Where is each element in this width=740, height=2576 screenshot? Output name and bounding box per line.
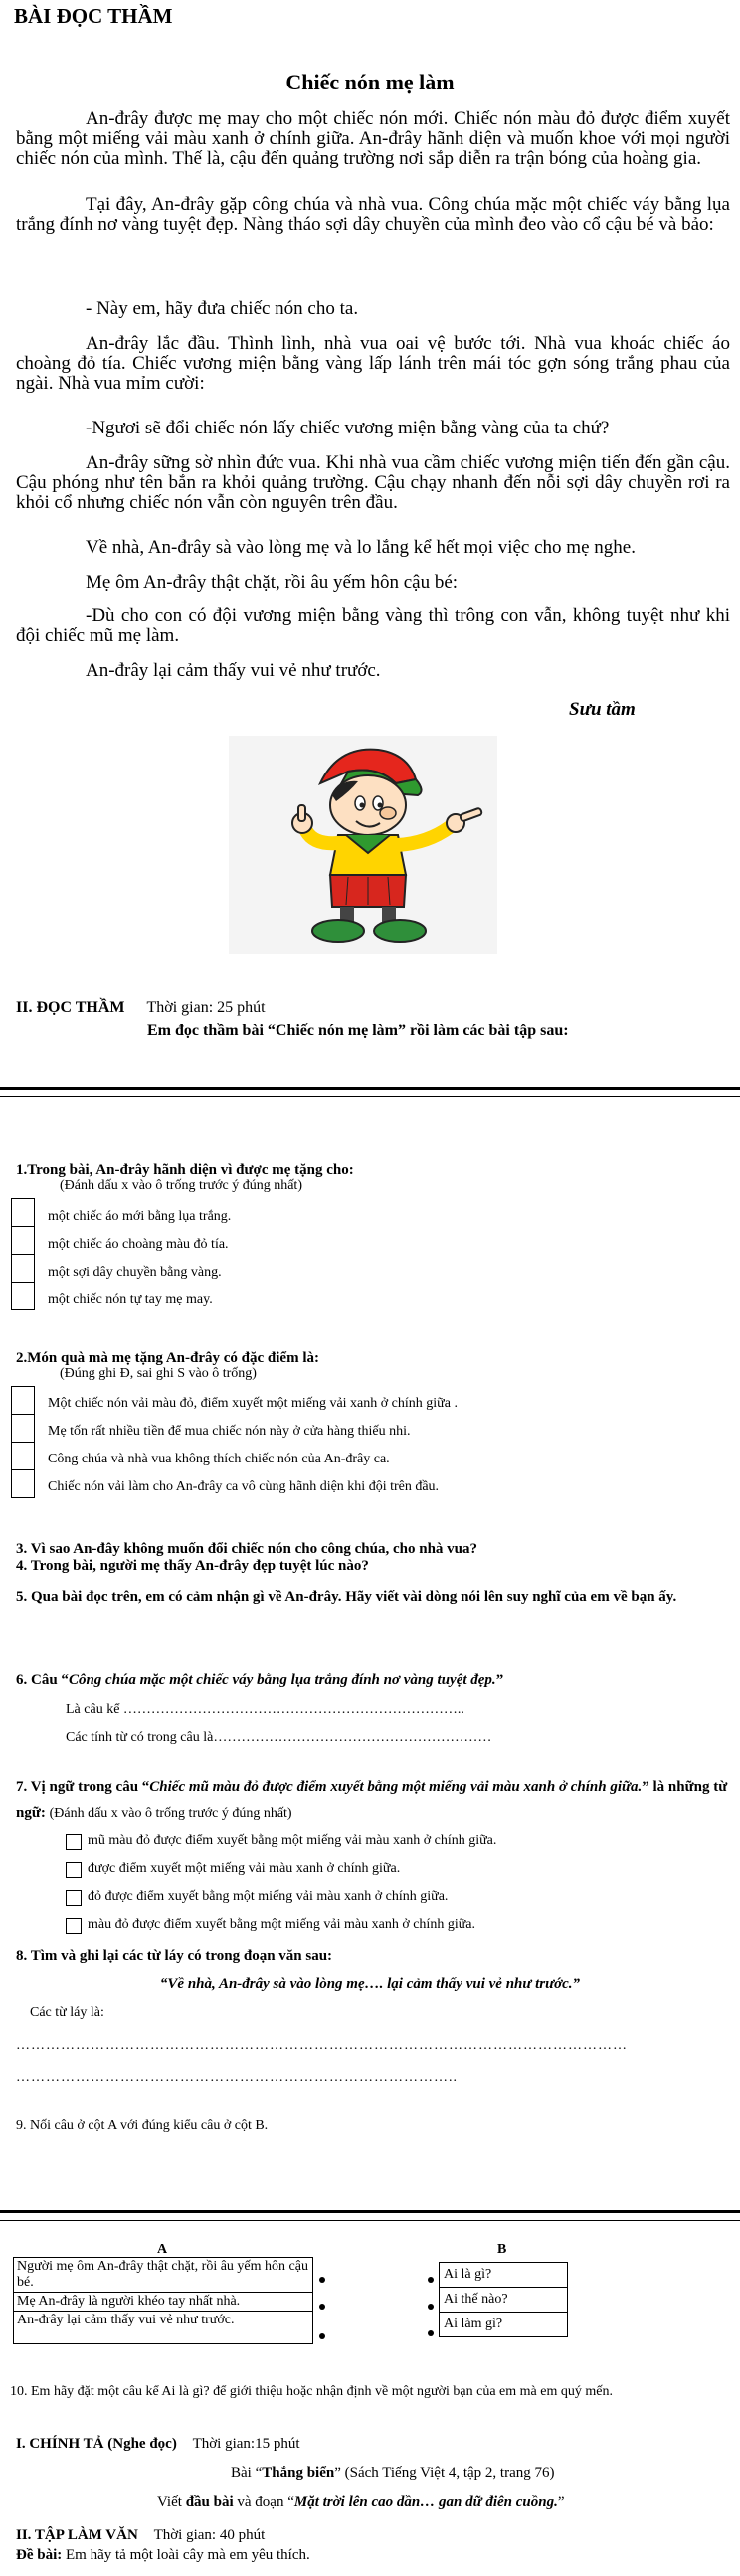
question-2-note: (Đúng ghi Đ, sai ghi S vào ô trống) [60, 1366, 257, 1381]
q1-checkbox-2[interactable] [11, 1226, 35, 1255]
story-paragraph-4: An-đrây lắc đầu. Thình lình, nhà vua oai vệ bước tới. Nhà vua khoác chiếc áo choàng đỏ tía. Chiếc vương miện bằng vàng lấp lánh trên mái tóc gợn sóng trắng phau của ngài. Nhà vua mỉm cười: [16, 333, 730, 394]
q2-option-4: Chiếc nón vải làm cho An-đrây ca vô cùng hãnh diện khi đội trên đầu. [48, 1479, 440, 1494]
q2-option-2: Mẹ tốn rất nhiều tiền để mua chiếc nón này ở cửa hàng thiếu nhi. [48, 1424, 411, 1439]
chinh-ta-line1-suffix: ” (Sách Tiếng Việt 4, tập 2, trang 76) [334, 2465, 555, 2481]
q7-suffix: ” là những từ ngữ: [16, 1779, 728, 1821]
chinh-ta-line1-title: Thắng biển [262, 2465, 335, 2481]
story-paragraph-2: Tại đây, An-đrây gặp công chúa và nhà vua. Công chúa mặc một chiếc váy bằng lụa trắng đính nơ vàng tuyệt đẹp. Nàng tháo sợi dây chuyền của mình đeo vào cổ cậu bé và bảo: [16, 194, 730, 235]
col-b-item-1: Ai là gì? [440, 2263, 568, 2288]
question-5: 5. Qua bài đọc trên, em có cảm nhận gì về An-đrây. Hãy viết vài dòng nói lên suy nghĩ của em về bạn ấy. [16, 1589, 677, 1605]
chinh-ta-header [16, 2436, 300, 2453]
chinh-ta-line2-prefix: Viết [157, 2494, 186, 2510]
question-1-note: (Đánh dấu x vào ô trống trước ý đúng nhất) [60, 1178, 302, 1193]
q1-checkbox-1[interactable] [11, 1198, 35, 1227]
col-b-dot-2[interactable] [428, 2304, 434, 2310]
story-title: Chiếc nón mẹ làm [285, 70, 455, 94]
divider-rule [0, 1087, 740, 1090]
q7-checkbox-4[interactable] [66, 1918, 82, 1934]
q1-option-3: một sợi dây chuyền bằng vàng. [48, 1265, 222, 1280]
story-paragraph-1: An-đrây được mẹ may cho một chiếc nón mới. Chiếc nón màu đỏ được điểm xuyết bằng một miếng vải màu xanh ở chính giữa. An-đrây hãnh diện và muốn khoe với mọi người chiếc nón của mình. Thế là, cậu đến quảng trường nơi sắp diễn ra trận bóng của hoàng gia. [16, 108, 730, 169]
col-a-dot-3[interactable] [319, 2333, 325, 2339]
story-paragraph-8: Mẹ ôm An-đrây thật chặt, rồi âu yếm hôn cậu bé: [86, 572, 459, 593]
column-a-header: A [157, 2242, 168, 2257]
col-a-item-3: An-đrây lại cảm thấy vui vẻ như trước. [14, 2312, 313, 2344]
story-paragraph-10: An-đrây lại cảm thấy vui vẻ như trước. [86, 660, 381, 681]
q2-checkbox-2[interactable] [11, 1414, 35, 1443]
table-row [440, 2313, 568, 2337]
q7-checkbox-1[interactable] [66, 1834, 82, 1850]
section-header-doc-tham: BÀI ĐỌC THẦM [14, 4, 173, 28]
tap-lam-van-prompt-text: Em hãy tả một loài cây mà em yêu thích. [62, 2547, 310, 2563]
column-a-table [13, 2257, 313, 2344]
cartoon-boy-icon [229, 736, 497, 954]
column-b-header: B [497, 2242, 507, 2257]
q8-answer-line-2[interactable]: …………………………………………………………………………….. [16, 2070, 458, 2085]
section2-time: Thời gian: 25 phút [146, 999, 266, 1016]
divider-rule-thin [0, 1096, 740, 1097]
question-3: 3. Vì sao An-đây không muốn đổi chiếc nón cho công chúa, cho nhà vua? [16, 1541, 478, 1557]
q2-checkbox-4[interactable] [11, 1469, 35, 1498]
q8-label: Các từ láy là: [30, 2005, 104, 2020]
question-2-title: 2.Món quà mà mẹ tặng An-đrây có đặc điểm là: [16, 1350, 319, 1366]
tap-lam-van-prompt [16, 2547, 310, 2564]
col-b-dot-3[interactable] [428, 2330, 434, 2336]
q6-suffix: ” [495, 1672, 504, 1688]
q1-option-4: một chiếc nón tự tay mẹ may. [48, 1292, 213, 1307]
story-paragraph-7: Về nhà, An-đrây sà vào lòng mẹ và lo lắng kể hết mọi việc cho mẹ nghe. [86, 537, 636, 558]
col-a-item-2: Mẹ An-đrây là người khéo tay nhất nhà. [14, 2293, 313, 2312]
section2-instruction: Em đọc thầm bài “Chiếc nón mẹ làm” rồi làm các bài tập sau: [147, 1022, 569, 1039]
tap-lam-van-time: Thời gian: 40 phút [153, 2527, 266, 2543]
q7-option-3: đỏ được điểm xuyết bằng một miếng vải màu xanh ở chính giữa. [88, 1889, 449, 1904]
table-row [14, 2312, 313, 2344]
q2-checkbox-3[interactable] [11, 1442, 35, 1470]
chinh-ta-line2-suffix: ” [557, 2494, 565, 2510]
chinh-ta-line-1 [231, 2465, 555, 2482]
col-b-dot-1[interactable] [428, 2277, 434, 2283]
story-paragraph-5: -Ngươi sẽ đổi chiếc nón lấy chiếc vương miện bằng vàng của ta chứ? [86, 418, 610, 438]
divider-rule-2-thin [0, 2220, 740, 2221]
table-row [440, 2263, 568, 2288]
col-a-dot-1[interactable] [319, 2277, 325, 2283]
chinh-ta-line2-bold: đầu bài [185, 2494, 234, 2510]
story-paragraph-6: An-đrây sững sờ nhìn đức vua. Khi nhà vua cầm chiếc vương miện tiến đến gần cậu. Cậu phóng như tên bắn ra khỏi quảng trường. Cậu chạy nhanh đến nỗi sợi dây chuyền rơi ra khỏi cổ nhưng chiếc nón vẫn còn nguyên trên đầu. [16, 452, 730, 513]
question-6-title [16, 1671, 503, 1689]
q1-option-2: một chiếc áo choàng màu đỏ tía. [48, 1237, 229, 1252]
q1-checkbox-3[interactable] [11, 1254, 35, 1283]
chinh-ta-line-2 [157, 2494, 565, 2511]
q7-option-4: màu đỏ được điểm xuyết bằng một miếng vải màu xanh ở chính giữa. [88, 1917, 476, 1932]
table-row [440, 2288, 568, 2313]
col-b-item-3: Ai làm gì? [440, 2313, 568, 2337]
question-10: 10. Em hãy đặt một câu kể Ai là gì? để giới thiệu hoặc nhận định về một người bạn của em mà em quý mến. [10, 2384, 613, 2399]
chinh-ta-line1-prefix: Bài “ [231, 2465, 263, 2481]
question-7-title [16, 1774, 730, 1827]
chinh-ta-time: Thời gian:15 phút [192, 2436, 300, 2452]
chinh-ta-line2-quote: Mặt trời lên cao dần… gan dữ điên cuồng. [293, 2494, 558, 2510]
q6-quote: Công chúa mặc một chiếc váy bằng lụa trắng đính nơ vàng tuyệt đẹp. [68, 1672, 496, 1688]
q8-answer-line-1[interactable]: …………………………………………………………………………………………………………… [16, 2038, 628, 2053]
q1-option-1: một chiếc áo mới bằng lụa trắng. [48, 1209, 232, 1224]
question-4: 4. Trong bài, người mẹ thấy An-đrây đẹp tuyệt lúc nào? [16, 1558, 369, 1574]
column-b-table [439, 2262, 568, 2337]
q2-option-3: Công chúa và nhà vua không thích chiếc nón của An-đrây ca. [48, 1452, 390, 1466]
q7-checkbox-2[interactable] [66, 1862, 82, 1878]
section2-label: II. ĐỌC THẦM [16, 999, 125, 1016]
tap-lam-van-prompt-label: Đề bài: [16, 2547, 63, 2563]
table-row [14, 2258, 313, 2293]
story-signature: Sưu tầm [569, 699, 636, 720]
q7-quote: Chiếc mũ màu đỏ được điểm xuyết bằng một miếng vải màu xanh ở chính giữa. [149, 1779, 643, 1795]
q1-checkbox-4[interactable] [11, 1282, 35, 1310]
col-a-item-1: Người mẹ ôm An-đrây thật chặt, rồi âu yếm hôn cậu bé. [14, 2258, 313, 2293]
col-a-dot-2[interactable] [319, 2304, 325, 2310]
story-paragraph-3: - Này em, hãy đưa chiếc nón cho ta. [86, 298, 359, 319]
q7-prefix: 7. Vị ngữ trong câu “ [16, 1779, 150, 1795]
q2-option-1: Một chiếc nón vải màu đỏ, điểm xuyết một miếng vải xanh ở chính giữa . [48, 1396, 458, 1411]
divider-rule-2 [0, 2210, 740, 2213]
q6-prefix: 6. Câu “ [16, 1672, 69, 1688]
tap-lam-van-header [16, 2527, 265, 2544]
q7-checkbox-3[interactable] [66, 1890, 82, 1906]
story-paragraph-9: -Dù cho con có đội vương miện bằng vàng thì trông con vẫn, không tuyệt như khi đội chiếc mũ mẹ làm. [16, 605, 730, 646]
question-8-title: 8. Tìm và ghi lại các từ láy có trong đoạn văn sau: [16, 1948, 333, 1964]
q7-option-1: mũ màu đỏ được điểm xuyết bằng một miếng vải màu xanh ở chính giữa. [88, 1833, 497, 1848]
section2-header [16, 999, 266, 1017]
chinh-ta-line2-mid: và đoạn “ [233, 2494, 294, 2510]
chinh-ta-label: I. CHÍNH TẢ (Nghe đọc) [16, 2436, 177, 2452]
q7-option-2: được điểm xuyết một miếng vải màu xanh ở chính giữa. [88, 1861, 401, 1876]
col-b-item-2: Ai thế nào? [440, 2288, 568, 2313]
question-9: 9. Nối câu ở cột A với đúng kiểu câu ở cột B. [16, 2118, 269, 2133]
q6-answer-line-2[interactable]: Các tính từ có trong câu là…………………………………………………… [66, 1730, 492, 1745]
table-row [14, 2293, 313, 2312]
q7-note: (Đánh dấu x vào ô trống trước ý đúng nhất) [49, 1806, 292, 1821]
question-1-title: 1.Trong bài, An-đrây hãnh diện vì được mẹ tặng cho: [16, 1162, 354, 1178]
tap-lam-van-label: II. TẬP LÀM VĂN [16, 2527, 138, 2543]
q2-checkbox-1[interactable] [11, 1386, 35, 1415]
q6-answer-line-1[interactable]: Là câu kể ……………………………………………………………….. [66, 1702, 464, 1717]
q8-quote: “Về nhà, An-đrây sà vào lòng mẹ…. lại cảm thấy vui vẻ như trước.” [159, 1976, 581, 1992]
